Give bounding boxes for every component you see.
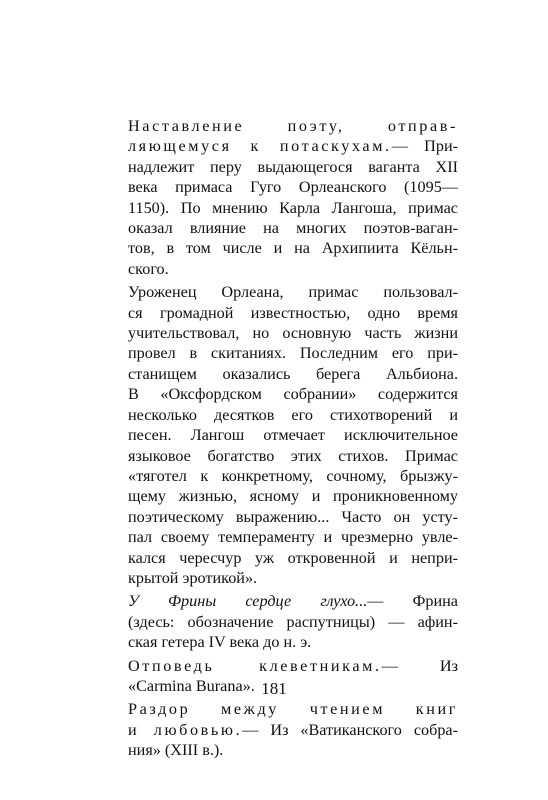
- body-text: песен. Лангош отмечает исключительное: [128, 426, 458, 445]
- body-text: щему жизнью, ясному и проникновенному: [128, 487, 458, 506]
- text-line: [100, 656, 458, 676]
- body-text: — Из: [381, 656, 458, 675]
- spaced-heading-text: Отповедь клеветникам.: [128, 656, 382, 675]
- spaced-heading-text: Наставление поэту, отправ-: [128, 117, 458, 135]
- text-line: [100, 591, 458, 611]
- body-text: — Фрина: [367, 592, 458, 611]
- text-line: [100, 238, 458, 258]
- body-text: надлежит перу выдающегося ваганта XII: [128, 157, 458, 176]
- text-line: [100, 343, 458, 363]
- body-text: 1150). По мнению Карла Лангоша, примас: [128, 198, 458, 217]
- text-line: [100, 527, 458, 547]
- body-text: века примаса Гуго Орлеанского (1095—: [128, 178, 458, 197]
- text-line: [100, 486, 458, 506]
- spaced-heading-text: Раздор между чтением книг: [128, 700, 458, 719]
- text-line: [100, 282, 458, 302]
- body-text: станищем оказались берега Альбиона.: [128, 364, 458, 383]
- body-text: тов, в том числе и на Архипиита Кёльн-: [128, 239, 458, 258]
- body-text: языковое богатство этих стихов. Примас: [128, 446, 458, 465]
- body-text: оказал влияние на многих поэтов-ваган-: [128, 219, 458, 238]
- body-text: пал своему темпераменту и чрезмерно увле-: [128, 528, 458, 547]
- body-text: крытой эротикой».: [128, 568, 258, 587]
- text-line: [100, 405, 458, 425]
- body-text: ская гетера IV века до н. э.: [128, 633, 312, 652]
- spaced-heading-text: ляющемуся к потаскухам.: [128, 137, 392, 156]
- text-line: [100, 116, 458, 136]
- text-line: [100, 612, 458, 632]
- paragraph: [100, 699, 458, 760]
- text-line: [100, 507, 458, 527]
- body-text: «Carmina Burana».: [128, 676, 255, 695]
- body-text: — При-: [391, 137, 458, 156]
- body-text: Уроженец Орлеана, примас пользовал-: [128, 283, 458, 302]
- body-text: ся громадной известностью, одно время: [128, 303, 458, 322]
- body-text: учительствовал, но основную часть жизни: [128, 324, 458, 343]
- body-text: (здесь: обозначение распутницы) — афин-: [128, 612, 458, 631]
- text-line: [100, 384, 458, 404]
- italic-heading-text: У Фрины сердце глухо...: [128, 592, 368, 611]
- text-line: [100, 466, 458, 486]
- paragraph: [100, 116, 458, 279]
- text-line: [100, 198, 458, 218]
- text-line: [100, 548, 458, 568]
- body-text: несколько десятков его стихотворений и: [128, 405, 458, 424]
- body-text: «тяготел к конкретному, сочному, брызжу-: [128, 466, 458, 485]
- paragraph: [100, 282, 458, 588]
- text-line: [100, 177, 458, 197]
- page-number: 181: [261, 679, 287, 698]
- text-line: [100, 740, 458, 760]
- text-line: [100, 446, 458, 466]
- text-line: [100, 632, 458, 652]
- text-line: [100, 568, 458, 588]
- text-line: [100, 323, 458, 343]
- body-text: ния» (XIII в.).: [128, 741, 224, 760]
- text-line: [100, 720, 458, 740]
- text-line: [100, 364, 458, 384]
- body-text: ского.: [128, 259, 169, 278]
- body-text: провел в скитаниях. Последним его при-: [128, 344, 458, 363]
- body-text: — Из «Ватиканского собра-: [242, 720, 458, 739]
- body-text: кался чересчур уж откровенной и непри-: [128, 548, 458, 567]
- page-text: [100, 116, 458, 761]
- text-line: [100, 157, 458, 177]
- body-text: поэтическому выражению... Часто он усту-: [128, 507, 458, 526]
- text-line: [100, 303, 458, 323]
- text-line: [100, 218, 458, 238]
- text-line: [100, 136, 458, 156]
- paragraph: [100, 591, 458, 652]
- spaced-heading-text: и любовью.: [128, 720, 243, 739]
- text-line: [100, 425, 458, 445]
- text-line: [100, 259, 458, 279]
- text-line: [100, 699, 458, 719]
- body-text: В «Оксфордском собрании» содержится: [128, 385, 458, 404]
